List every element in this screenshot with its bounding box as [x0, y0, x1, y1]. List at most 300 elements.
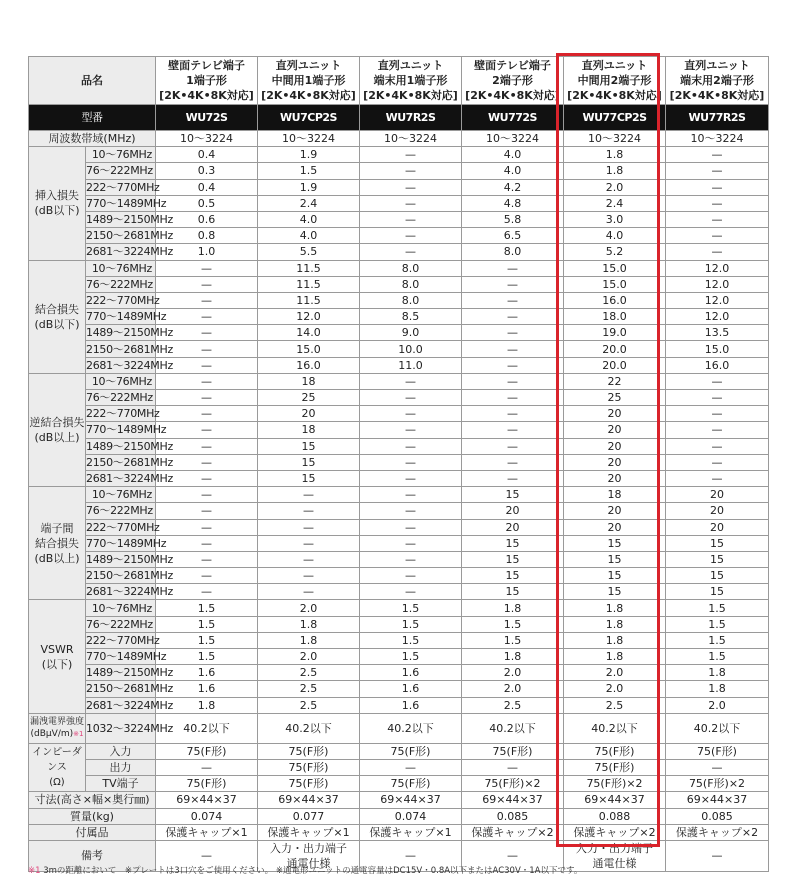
- value-cell: 8.0: [462, 244, 564, 260]
- value-cell: 4.0: [564, 228, 666, 244]
- product-type-line: 端末用2端子形: [680, 74, 754, 87]
- value-cell: 15: [258, 470, 360, 486]
- value-cell: 3.0: [564, 211, 666, 227]
- value-cell: 1.9: [258, 147, 360, 163]
- value-cell: 0.4: [156, 147, 258, 163]
- value-cell: 2.0: [564, 681, 666, 697]
- value-cell: —: [156, 519, 258, 535]
- value-cell: —: [156, 487, 258, 503]
- model-number-cell: WU7R2S: [360, 105, 462, 131]
- value-cell: —: [156, 292, 258, 308]
- accessory-value-cell: 保護キャップ×2: [564, 824, 666, 840]
- value-cell: —: [156, 325, 258, 341]
- measurement-row: [29, 470, 769, 486]
- value-cell: 1.6: [360, 665, 462, 681]
- value-cell: —: [462, 422, 564, 438]
- value-cell: 0.3: [156, 163, 258, 179]
- value-cell: 1.8: [156, 697, 258, 713]
- band-label: 10〜76MHz: [86, 260, 156, 276]
- value-cell: 11.5: [258, 260, 360, 276]
- measurement-row: [29, 228, 769, 244]
- value-cell: 12.0: [666, 260, 769, 276]
- group-label-sub: (dB以下): [34, 317, 80, 331]
- value-cell: 1.5: [156, 616, 258, 632]
- value-cell: 18: [258, 373, 360, 389]
- band-label: 10〜76MHz: [86, 487, 156, 503]
- label-leak: [29, 713, 86, 743]
- group-label-sub: 結合損失: [35, 536, 79, 550]
- value-cell: 16.0: [666, 357, 769, 373]
- measurement-row: [29, 309, 769, 325]
- product-name-line: 直列ユニット: [377, 59, 444, 72]
- mass-value-cell: 0.088: [564, 808, 666, 824]
- remarks-line: 通電仕様: [286, 856, 331, 870]
- product-name-line: 壁面テレビ端子: [168, 59, 245, 72]
- value-cell: —: [156, 406, 258, 422]
- band-label: 76〜222MHz: [86, 503, 156, 519]
- value-cell: 20: [564, 406, 666, 422]
- label-freq-band: 周波数帯域(MHz): [29, 131, 156, 147]
- value-cell: 15: [666, 551, 769, 567]
- value-cell: 2.5: [258, 681, 360, 697]
- value-cell: 5.2: [564, 244, 666, 260]
- group-label-cell: [29, 373, 86, 486]
- value-cell: —: [666, 179, 769, 195]
- value-cell: 2.5: [258, 665, 360, 681]
- band-label: 76〜222MHz: [86, 276, 156, 292]
- value-cell: —: [666, 454, 769, 470]
- value-cell: 15: [462, 487, 564, 503]
- value-cell: —: [360, 373, 462, 389]
- value-cell: —: [156, 470, 258, 486]
- value-cell: —: [666, 163, 769, 179]
- model-row: [29, 105, 769, 131]
- group-label-sub: (以下): [41, 657, 73, 671]
- value-cell: 20: [462, 519, 564, 535]
- measurement-row: [29, 454, 769, 470]
- band-label: 770〜1489MHz: [86, 196, 167, 210]
- value-cell: 2.4: [258, 195, 360, 211]
- accessory-row: [29, 824, 769, 840]
- band-label: 222〜770MHz: [86, 633, 160, 647]
- leak-value-cell: 40.2以下: [360, 713, 462, 743]
- value-cell: —: [666, 228, 769, 244]
- freq-band-cell: 10〜3224: [462, 131, 564, 147]
- value-cell: 1.5: [360, 649, 462, 665]
- dims-value-cell: 69×44×37: [360, 792, 462, 808]
- value-cell: 19.0: [564, 325, 666, 341]
- band-label: 76〜222MHz: [86, 616, 156, 632]
- leak-value-cell: 40.2以下: [258, 713, 360, 743]
- product-name-cell: [666, 57, 769, 105]
- value-cell: 8.0: [360, 292, 462, 308]
- value-cell: 1.6: [156, 681, 258, 697]
- value-cell: —: [462, 260, 564, 276]
- value-cell: 8.0: [360, 260, 462, 276]
- value-cell: —: [462, 438, 564, 454]
- value-cell: —: [156, 341, 258, 357]
- measurement-row: [29, 697, 769, 713]
- group-label-unit: (dB以上): [34, 551, 80, 565]
- value-cell: 1.8: [258, 616, 360, 632]
- product-compat-line: [2K•4K•8K対応]: [567, 89, 662, 102]
- value-cell: —: [360, 438, 462, 454]
- mass-value-cell: 0.085: [666, 808, 769, 824]
- value-cell: 11.5: [258, 276, 360, 292]
- value-cell: 2.0: [666, 697, 769, 713]
- value-cell: —: [666, 470, 769, 486]
- value-cell: —: [462, 406, 564, 422]
- value-cell: 0.8: [156, 228, 258, 244]
- label-remarks: 備考: [29, 840, 156, 871]
- value-cell: 1.8: [564, 616, 666, 632]
- measurement-row: [29, 357, 769, 373]
- value-cell: 15: [564, 535, 666, 551]
- remarks-line: —: [201, 849, 212, 863]
- product-compat-line: [2K•4K•8K対応]: [159, 89, 254, 102]
- value-cell: —: [666, 390, 769, 406]
- value-cell: 5.5: [258, 244, 360, 260]
- group-label: 端子間: [40, 521, 74, 535]
- band-label: 2150〜2681MHz: [86, 342, 173, 356]
- accessory-value-cell: 保護キャップ×1: [156, 824, 258, 840]
- value-cell: 25: [564, 390, 666, 406]
- product-name-line: 直列ユニット: [581, 59, 648, 72]
- value-cell: 1.6: [156, 665, 258, 681]
- value-cell: 15.0: [666, 341, 769, 357]
- measurement-row: [29, 244, 769, 260]
- measurement-row: [29, 292, 769, 308]
- label-impedance: [29, 743, 86, 792]
- value-cell: 4.0: [462, 163, 564, 179]
- band-label: 2150〜2681MHz: [86, 682, 173, 696]
- measurement-row: [29, 341, 769, 357]
- value-cell: 15: [258, 438, 360, 454]
- value-cell: 1.8: [564, 649, 666, 665]
- value-cell: —: [258, 487, 360, 503]
- product-name-cell: [258, 57, 360, 105]
- group-label: 挿入損失: [35, 189, 79, 203]
- value-cell: —: [360, 147, 462, 163]
- band-label: 2681〜3224MHz: [86, 698, 173, 712]
- group-label-sub: (dB以上): [34, 430, 80, 444]
- accessory-value-cell: 保護キャップ×2: [462, 824, 564, 840]
- value-cell: —: [360, 535, 462, 551]
- measurement-row: [29, 211, 769, 227]
- mass-row: [29, 808, 769, 824]
- measurement-row: [29, 600, 769, 616]
- leak-row: [29, 713, 769, 743]
- mass-value-cell: 0.085: [462, 808, 564, 824]
- value-cell: —: [666, 406, 769, 422]
- remarks-value-cell: [666, 840, 769, 871]
- model-number-cell: WU77CP2S: [564, 105, 666, 131]
- freq-band-cell: 10〜3224: [564, 131, 666, 147]
- value-cell: 2.0: [462, 681, 564, 697]
- group-label-cell: [29, 147, 86, 260]
- measurement-row: [29, 406, 769, 422]
- product-type-line: 端末用1端子形: [373, 74, 448, 87]
- band-label: 222〜770MHz: [86, 293, 160, 307]
- value-cell: 20.0: [564, 341, 666, 357]
- value-cell: 12.0: [666, 276, 769, 292]
- value-cell: —: [156, 568, 258, 584]
- freq-band-cell: 10〜3224: [156, 131, 258, 147]
- impedance-sub-label: TV端子: [86, 776, 156, 792]
- measurement-row: [29, 276, 769, 292]
- band-label: 1489〜2150MHz: [86, 552, 173, 566]
- value-cell: —: [360, 487, 462, 503]
- value-cell: —: [156, 584, 258, 600]
- value-cell: 20.0: [564, 357, 666, 373]
- value-cell: 14.0: [258, 325, 360, 341]
- value-cell: 11.0: [360, 357, 462, 373]
- value-cell: 12.0: [666, 292, 769, 308]
- product-compat-line: [2K•4K•8K対応]: [669, 89, 765, 102]
- value-cell: 20: [666, 487, 769, 503]
- dims-row: [29, 792, 769, 808]
- value-cell: —: [156, 276, 258, 292]
- value-cell: 1.5: [666, 632, 769, 648]
- value-cell: 2.5: [564, 697, 666, 713]
- value-cell: 25: [258, 390, 360, 406]
- value-cell: 1.8: [564, 163, 666, 179]
- value-cell: 1.6: [360, 697, 462, 713]
- product-name-line: 直列ユニット: [684, 59, 750, 72]
- remarks-line: 入力・出力端子: [270, 841, 347, 855]
- model-number-cell: WU72S: [156, 105, 258, 131]
- value-cell: —: [258, 551, 360, 567]
- value-cell: —: [666, 422, 769, 438]
- band-label: 770〜1489MHz: [86, 536, 167, 550]
- band-label: 76〜222MHz: [86, 390, 156, 406]
- value-cell: 20: [564, 503, 666, 519]
- value-cell: 2.0: [258, 649, 360, 665]
- group-label: 結合損失: [35, 302, 79, 316]
- value-cell: —: [360, 422, 462, 438]
- band-label: 2681〜3224MHz: [86, 472, 173, 486]
- value-cell: —: [258, 568, 360, 584]
- remarks-line: —: [405, 849, 416, 863]
- value-cell: 16.0: [258, 357, 360, 373]
- impedance-row: [29, 743, 769, 759]
- band-label: 76〜222MHz: [86, 163, 156, 179]
- label-hinmei: 品名: [29, 57, 156, 105]
- impedance-value-cell: —: [360, 759, 462, 775]
- value-cell: —: [462, 341, 564, 357]
- header-row: [29, 57, 769, 105]
- value-cell: 0.4: [156, 179, 258, 195]
- impedance-value-cell: 75(F形): [360, 743, 462, 759]
- band-label: 222〜770MHz: [86, 520, 160, 534]
- value-cell: —: [462, 309, 564, 325]
- value-cell: 8.0: [360, 276, 462, 292]
- value-cell: —: [156, 309, 258, 325]
- value-cell: —: [258, 519, 360, 535]
- dims-value-cell: 69×44×37: [666, 792, 769, 808]
- model-number-cell: WU7CP2S: [258, 105, 360, 131]
- spec-table: [28, 56, 769, 872]
- value-cell: —: [156, 551, 258, 567]
- band-label: 770〜1489MHz: [86, 310, 167, 324]
- measurement-row: [29, 535, 769, 551]
- value-cell: —: [666, 195, 769, 211]
- value-cell: 15.0: [258, 341, 360, 357]
- band-label: 1489〜2150MHz: [86, 326, 173, 340]
- value-cell: 16.0: [564, 292, 666, 308]
- measurement-row: [29, 568, 769, 584]
- band-label: 1489〜2150MHz: [86, 439, 173, 453]
- value-cell: —: [360, 179, 462, 195]
- impedance-label: インピーダンス: [32, 747, 82, 774]
- value-cell: —: [156, 390, 258, 406]
- impedance-value-cell: —: [462, 759, 564, 775]
- value-cell: 2.5: [462, 697, 564, 713]
- value-cell: 1.5: [360, 600, 462, 616]
- impedance-value-cell: 75(F形): [258, 776, 360, 792]
- band-label: 10〜76MHz: [86, 373, 156, 389]
- value-cell: —: [258, 535, 360, 551]
- measurement-row: [29, 195, 769, 211]
- band-label: 10〜76MHz: [86, 147, 156, 163]
- product-name-cell: [462, 57, 564, 105]
- value-cell: —: [360, 390, 462, 406]
- product-type-line: 中間用2端子形: [577, 74, 652, 87]
- value-cell: —: [156, 357, 258, 373]
- band-label: 2681〜3224MHz: [86, 245, 173, 259]
- band-label: 2681〜3224MHz: [86, 358, 173, 372]
- product-name-cell: [564, 57, 666, 105]
- value-cell: 15: [564, 568, 666, 584]
- value-cell: 1.5: [666, 616, 769, 632]
- value-cell: —: [156, 535, 258, 551]
- measurement-row: [29, 584, 769, 600]
- value-cell: —: [462, 390, 564, 406]
- value-cell: —: [666, 373, 769, 389]
- measurement-row: [29, 649, 769, 665]
- measurement-row: [29, 373, 769, 389]
- value-cell: 18: [258, 422, 360, 438]
- value-cell: —: [360, 503, 462, 519]
- value-cell: 20: [564, 438, 666, 454]
- value-cell: 20: [258, 406, 360, 422]
- value-cell: 20: [564, 454, 666, 470]
- value-cell: —: [462, 325, 564, 341]
- impedance-value-cell: 75(F形): [156, 776, 258, 792]
- remarks-line: 通電仕様: [592, 856, 637, 870]
- product-name-cell: [360, 57, 462, 105]
- dims-value-cell: 69×44×37: [462, 792, 564, 808]
- measurement-row: [29, 260, 769, 276]
- value-cell: 0.5: [156, 195, 258, 211]
- product-compat-line: [2K•4K•8K対応]: [465, 89, 560, 102]
- measurement-row: [29, 551, 769, 567]
- value-cell: —: [666, 244, 769, 260]
- impedance-row: [29, 759, 769, 775]
- accessory-value-cell: 保護キャップ×1: [360, 824, 462, 840]
- value-cell: —: [360, 244, 462, 260]
- value-cell: —: [360, 211, 462, 227]
- value-cell: —: [156, 260, 258, 276]
- value-cell: 0.6: [156, 211, 258, 227]
- value-cell: 15: [462, 568, 564, 584]
- value-cell: 1.5: [156, 600, 258, 616]
- value-cell: 2.0: [258, 600, 360, 616]
- band-label: 222〜770MHz: [86, 180, 160, 194]
- value-cell: 6.5: [462, 228, 564, 244]
- value-cell: 1.8: [564, 632, 666, 648]
- product-type-line: 中間用1端子形: [271, 74, 346, 87]
- impedance-value-cell: 75(F形): [258, 759, 360, 775]
- band-label: 2150〜2681MHz: [86, 569, 173, 583]
- value-cell: 2.4: [564, 195, 666, 211]
- value-cell: 15: [462, 535, 564, 551]
- value-cell: 20: [666, 519, 769, 535]
- value-cell: —: [462, 470, 564, 486]
- value-cell: 12.0: [666, 309, 769, 325]
- value-cell: 15: [462, 584, 564, 600]
- value-cell: 15: [666, 584, 769, 600]
- value-cell: 1.8: [462, 649, 564, 665]
- impedance-value-cell: 75(F形): [258, 743, 360, 759]
- remarks-line: —: [507, 849, 518, 863]
- value-cell: —: [360, 568, 462, 584]
- dims-value-cell: 69×44×37: [564, 792, 666, 808]
- value-cell: 1.5: [666, 649, 769, 665]
- band-label: 770〜1489MHz: [86, 423, 167, 437]
- value-cell: 15: [258, 454, 360, 470]
- value-cell: 4.0: [258, 228, 360, 244]
- footnote-mark: ※1: [28, 866, 41, 876]
- product-type-line: 1端子形: [186, 74, 227, 87]
- leak-label: 漏洩電界強度: [29, 717, 84, 728]
- value-cell: 1.8: [462, 600, 564, 616]
- value-cell: —: [258, 584, 360, 600]
- measurement-row: [29, 147, 769, 163]
- value-cell: 2.0: [462, 665, 564, 681]
- value-cell: 15: [666, 568, 769, 584]
- mass-value-cell: 0.074: [360, 808, 462, 824]
- value-cell: 1.6: [360, 681, 462, 697]
- footnote-text: 3mの距離において ※プレートは3口穴をご使用ください。 ※通電形ユニットの通電容量はDC15V・0.8A以下またはAC30V・1A以下です。: [40, 866, 583, 876]
- label-mass: 質量(kg): [29, 808, 156, 824]
- impedance-value-cell: 75(F形)×2: [462, 776, 564, 792]
- group-label-cell: [29, 487, 86, 600]
- measurement-row: [29, 519, 769, 535]
- label-kataban: 型番: [29, 105, 156, 131]
- value-cell: 1.5: [156, 632, 258, 648]
- product-name-line: 直列ユニット: [275, 59, 342, 72]
- measurement-row: [29, 632, 769, 648]
- impedance-sub-label: 入力: [86, 743, 156, 759]
- mass-value-cell: 0.074: [156, 808, 258, 824]
- value-cell: —: [666, 211, 769, 227]
- measurement-row: [29, 438, 769, 454]
- value-cell: 22: [564, 373, 666, 389]
- leak-value-cell: 40.2以下: [156, 713, 258, 743]
- band-label: 770〜1489MHz: [86, 650, 167, 664]
- value-cell: 20: [564, 422, 666, 438]
- value-cell: 20: [564, 519, 666, 535]
- value-cell: —: [156, 454, 258, 470]
- value-cell: —: [360, 454, 462, 470]
- product-type-line: 2端子形: [492, 74, 533, 87]
- freq-band-cell: 10〜3224: [360, 131, 462, 147]
- value-cell: —: [462, 292, 564, 308]
- value-cell: 4.0: [258, 211, 360, 227]
- band-label: 1489〜2150MHz: [86, 213, 173, 227]
- value-cell: —: [360, 406, 462, 422]
